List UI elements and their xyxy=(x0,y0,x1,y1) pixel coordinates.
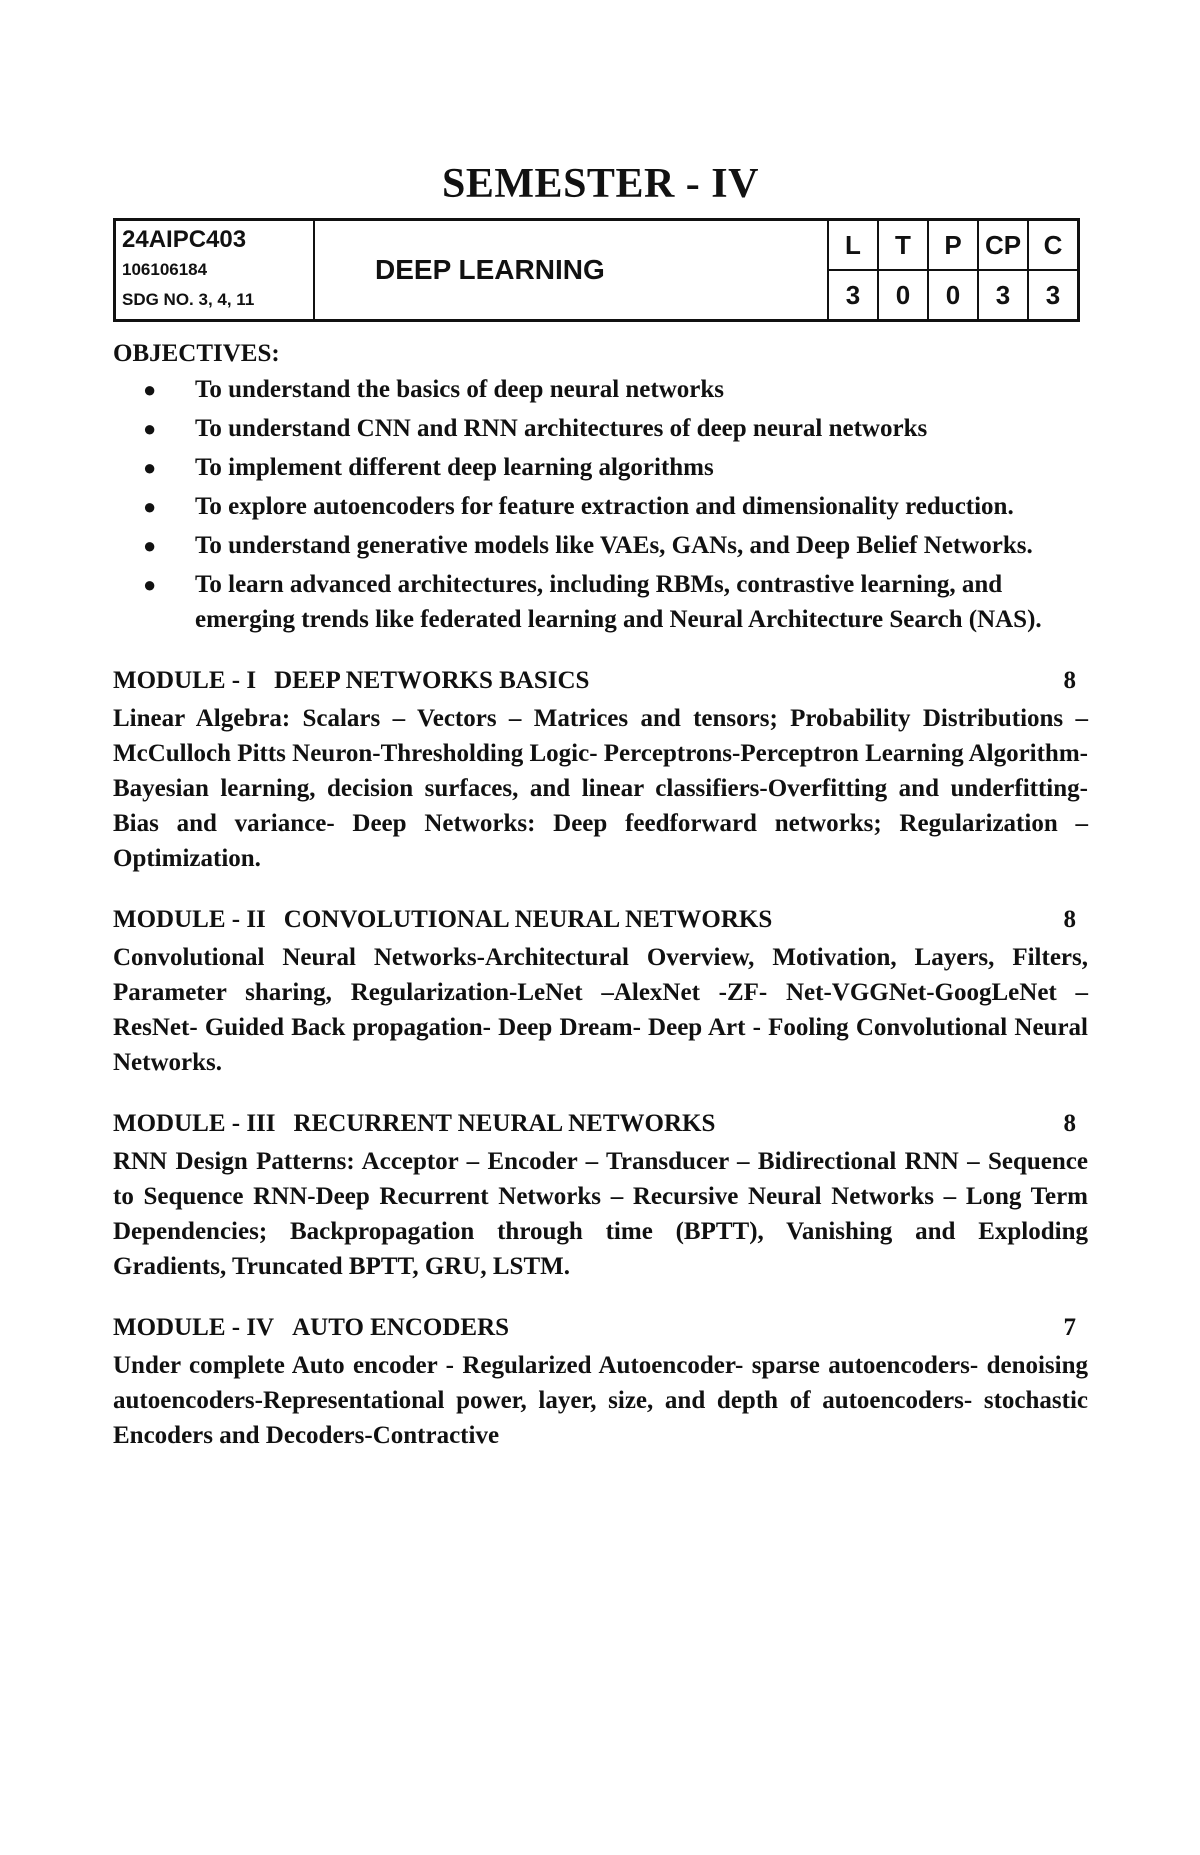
objectives-list xyxy=(113,372,1088,637)
ltp-header-cp: CP xyxy=(978,220,1028,271)
objectives-heading: OBJECTIVES: xyxy=(113,340,280,367)
module-1 xyxy=(113,663,1088,876)
bullet-icon: ● xyxy=(143,377,157,402)
module-hours: 8 xyxy=(1063,1110,1076,1137)
module-hours: 8 xyxy=(1063,906,1076,933)
ltp-value-t: 0 xyxy=(878,270,928,321)
objective-item xyxy=(113,411,1088,446)
ltp-header-l: L xyxy=(828,220,878,271)
objective-text: To explore autoencoders for feature extraction and dimensionality reduction. xyxy=(195,493,1014,520)
bullet-icon: ● xyxy=(143,416,157,441)
bullet-icon: ● xyxy=(143,533,157,558)
objective-text: To implement different deep learning algorithms xyxy=(195,454,714,481)
objective-item xyxy=(113,450,1088,485)
objective-text: To understand generative models like VAEs, GANs, and Deep Belief Networks. xyxy=(195,532,1033,559)
ltp-value-p: 0 xyxy=(928,270,978,321)
module-3 xyxy=(113,1106,1088,1284)
objective-text: To understand the basics of deep neural networks xyxy=(195,376,725,403)
module-title: AUTO ENCODERS xyxy=(292,1314,510,1341)
module-heading xyxy=(113,1310,1088,1346)
module-title: DEEP NETWORKS BASICS xyxy=(274,667,590,694)
module-content: Convolutional Neural Networks-Architectural Overview, Motivation, Layers, Filters, Parameter sharing, Regularization-LeNet –AlexNet -ZF- Net-VGGNet-GoogLeNet –ResNet- Guided Back propagation- Deep Dream- Deep Art - Fooling Convolutional Neural Networks. xyxy=(113,944,1088,1076)
module-number: MODULE - II xyxy=(113,906,266,933)
module-number: MODULE - I xyxy=(113,667,257,694)
objective-item xyxy=(113,528,1088,563)
module-number: MODULE - IV xyxy=(113,1314,275,1341)
ltp-header-p: P xyxy=(928,220,978,271)
semester-title: SEMESTER - IV xyxy=(442,161,759,207)
ltp-value-l: 3 xyxy=(828,270,878,321)
module-content: Linear Algebra: Scalars – Vectors – Matrices and tensors; Probability Distributions –McCulloch Pitts Neuron-Thresholding Logic- Perceptrons-Perceptron Learning Algorithm-Bayesian learning, decision surfaces, and linear classifiers-Overfitting and underfitting-Bias and variance- Deep Networks: Deep feedforward networks; Regularization – Optimization. xyxy=(113,705,1088,872)
module-hours: 8 xyxy=(1063,667,1076,694)
module-content: Under complete Auto encoder - Regularized Autoencoder- sparse autoencoders- denoising autoencoders-Representational power, layer, size, and depth of autoencoders- stochastic Encoders and Decoders-Contractive xyxy=(113,1352,1088,1449)
module-title: CONVOLUTIONAL NEURAL NETWORKS xyxy=(283,906,773,933)
module-2 xyxy=(113,902,1088,1080)
course-code: 24AIPC403 xyxy=(122,226,247,253)
course-code-cell xyxy=(115,220,315,321)
course-sdg: SDG NO. 3, 4, 11 xyxy=(122,290,255,309)
bullet-icon: ● xyxy=(143,494,157,519)
module-heading xyxy=(113,663,1088,699)
module-number: MODULE - III xyxy=(113,1110,276,1137)
module-4 xyxy=(113,1310,1088,1453)
objective-text: To learn advanced architectures, including RBMs, contrastive learning, and emerging trends like federated learning and Neural Architecture Search (NAS). xyxy=(195,571,1042,633)
bullet-icon: ● xyxy=(143,572,157,597)
module-title: RECURRENT NEURAL NETWORKS xyxy=(293,1110,716,1137)
syllabus-page xyxy=(113,160,1088,1453)
objective-text: To understand CNN and RNN architectures of deep neural networks xyxy=(195,415,928,442)
ltp-header-t: T xyxy=(878,220,928,271)
objective-item xyxy=(113,567,1088,637)
course-info-table xyxy=(113,218,1080,322)
module-content: RNN Design Patterns: Acceptor – Encoder – Transducer – Bidirectional RNN – Sequence to Sequence RNN-Deep Recurrent Networks – Recursive Neural Networks – Long Term Dependencies; Backpropagation through time (BPTT), Vanishing and Exploding Gradients, Truncated BPTT, GRU, LSTM. xyxy=(113,1148,1088,1280)
ltp-header-c: C xyxy=(1028,220,1079,271)
module-heading xyxy=(113,1106,1088,1142)
course-title: DEEP LEARNING xyxy=(314,220,828,321)
course-sub-code: 106106184 xyxy=(122,260,208,279)
objective-item xyxy=(113,372,1088,407)
bullet-icon: ● xyxy=(143,455,157,480)
module-hours: 7 xyxy=(1063,1314,1076,1341)
ltp-value-c: 3 xyxy=(1028,270,1079,321)
module-heading xyxy=(113,902,1088,938)
ltp-value-cp: 3 xyxy=(978,270,1028,321)
objective-item xyxy=(113,489,1088,524)
